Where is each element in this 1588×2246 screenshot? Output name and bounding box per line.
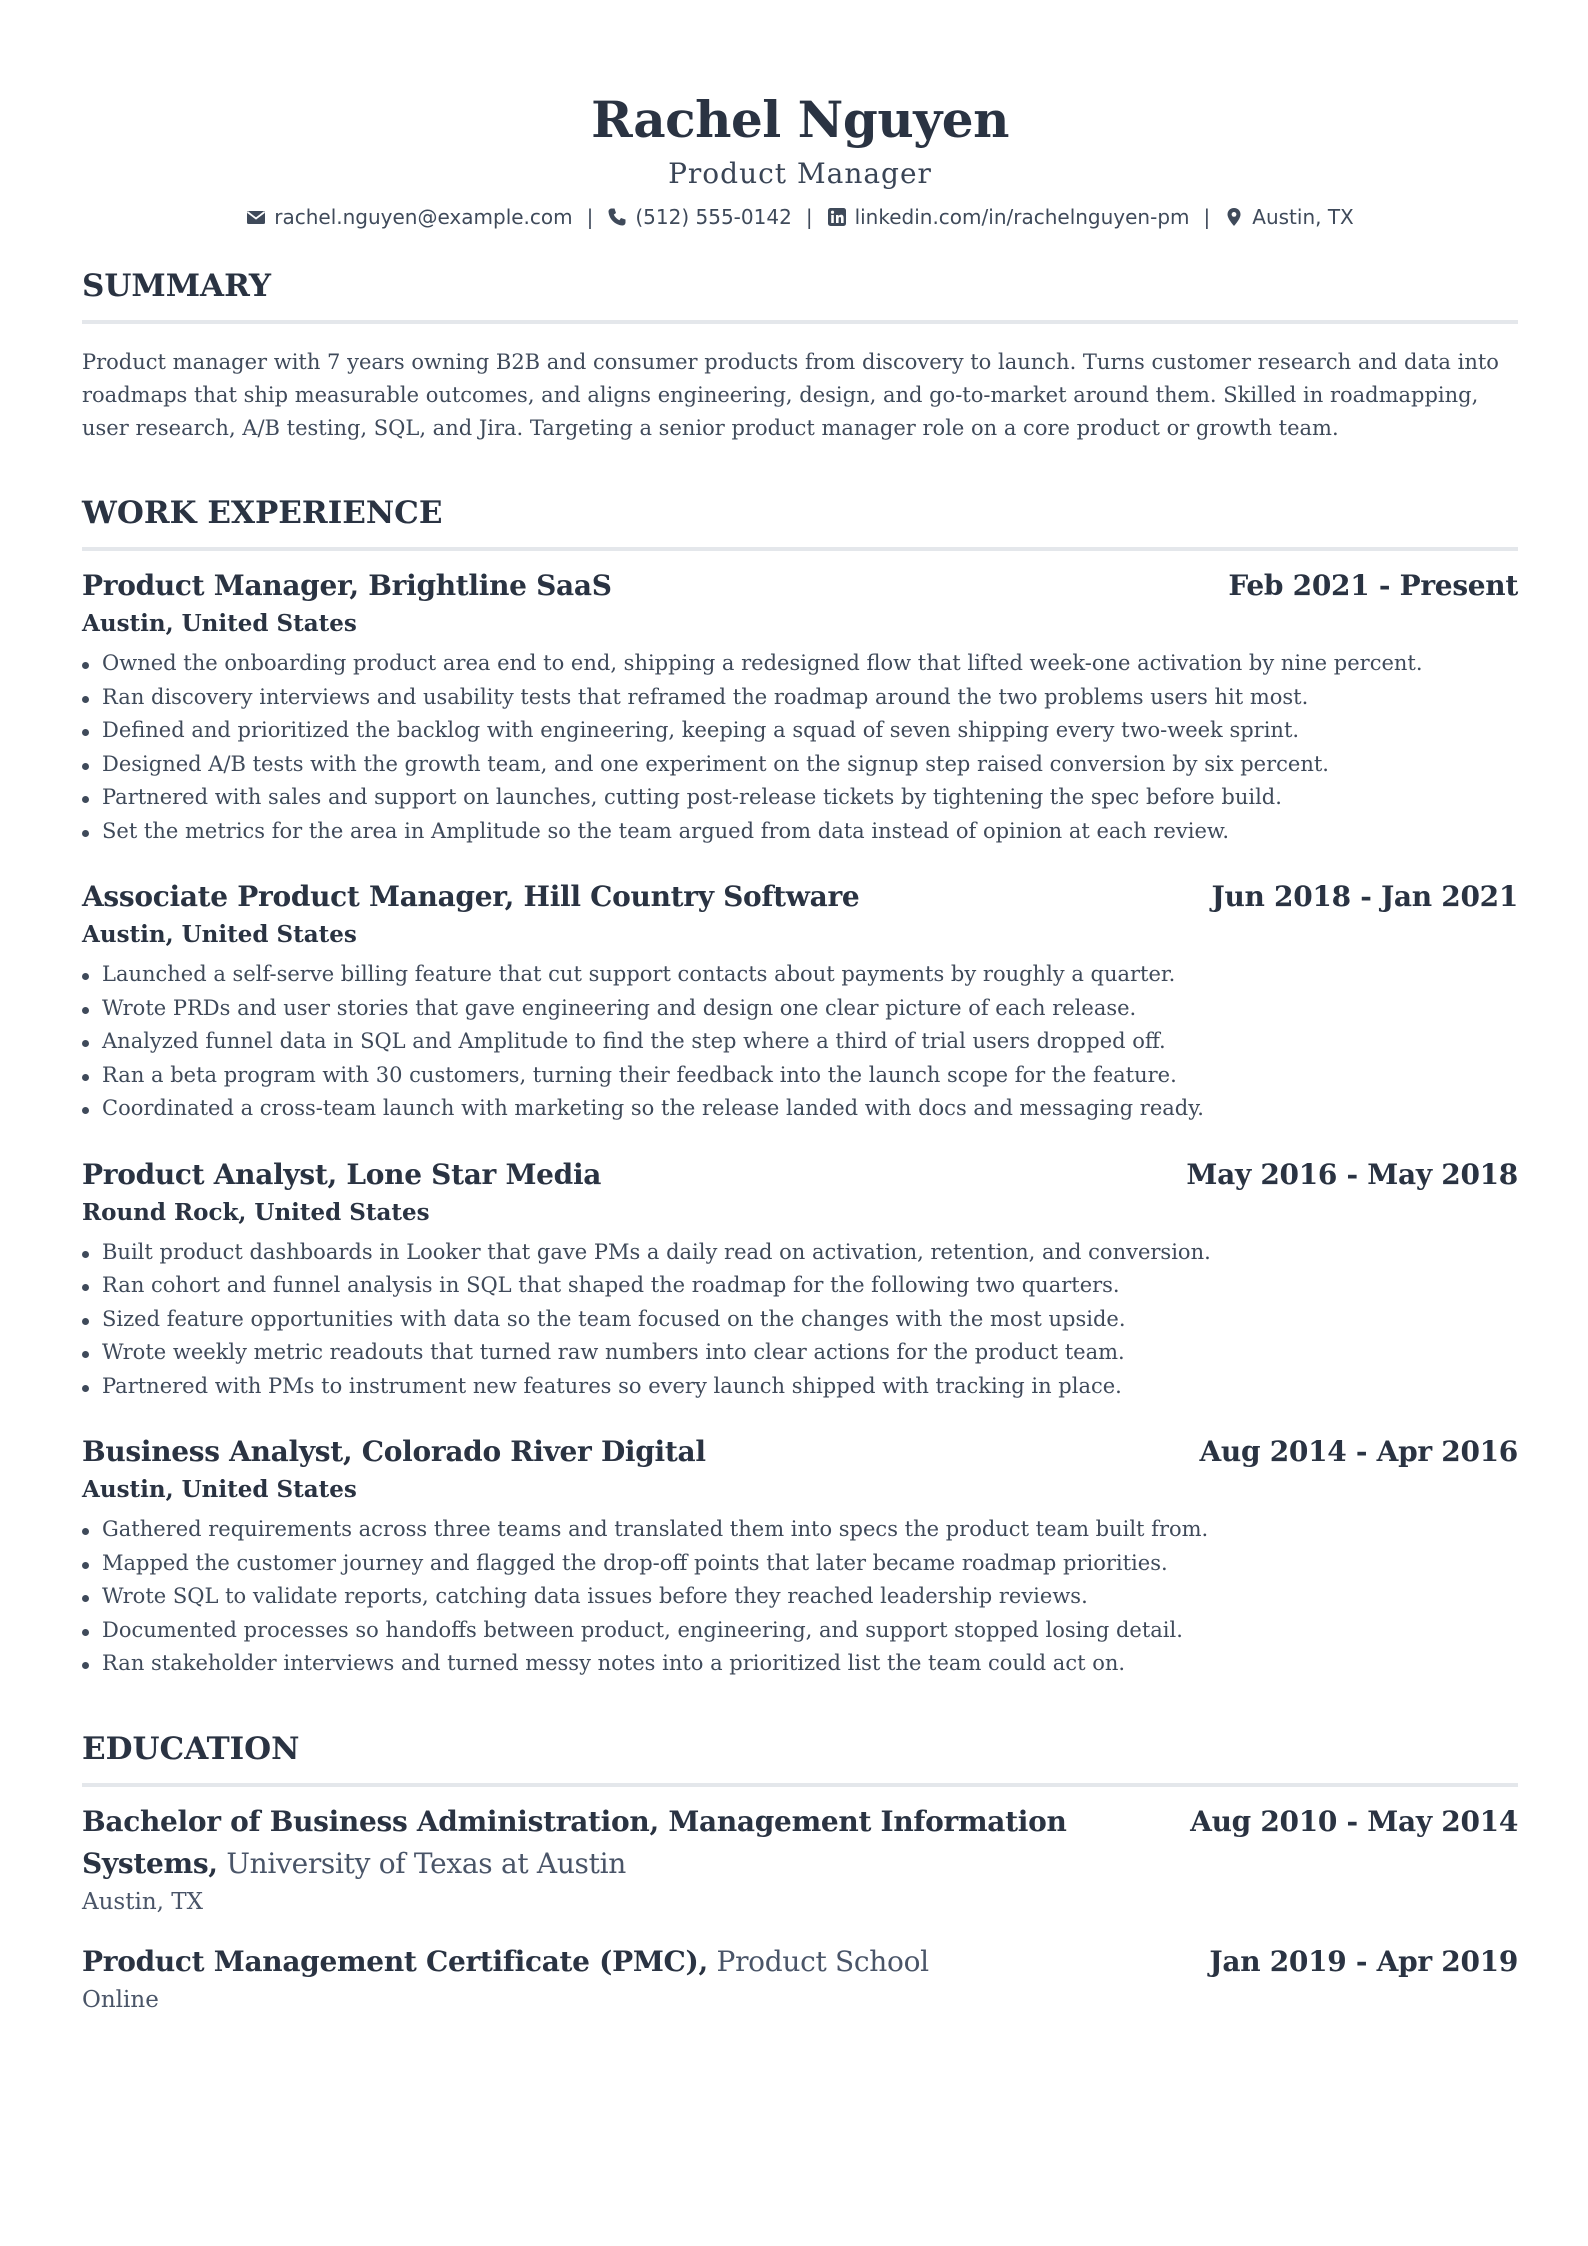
job-header bbox=[82, 878, 1518, 916]
section-title-summary: SUMMARY bbox=[82, 268, 272, 304]
job-bullet: Analyzed funnel data in SQL and Amplitude to find the step where a third of trial users dropped off. bbox=[82, 1025, 1518, 1059]
job-bullet: Launched a self-serve billing feature that cut support contacts about payments by roughly a quarter. bbox=[82, 958, 1518, 992]
job-entry bbox=[82, 1433, 1518, 1681]
linkedin-icon bbox=[827, 207, 847, 227]
job-dates: Feb 2021 - Present bbox=[1228, 569, 1518, 602]
map-pin-icon bbox=[1224, 207, 1244, 227]
job-title: Associate Product Manager, Hill Country Software bbox=[82, 880, 860, 913]
candidate-name: Rachel Nguyen bbox=[591, 90, 1009, 149]
job-bullet: Partnered with sales and support on launches, cutting post-release tickets by tightening the spec before build. bbox=[82, 781, 1518, 815]
job-bullet: Coordinated a cross-team launch with marketing so the release landed with docs and messaging ready. bbox=[82, 1092, 1518, 1126]
education-header bbox=[82, 1941, 1518, 1983]
contact-line bbox=[82, 202, 1518, 232]
section-divider bbox=[82, 1783, 1518, 1787]
job-bullet: Defined and prioritized the backlog with engineering, keeping a squad of seven shipping every two-week sprint. bbox=[82, 714, 1518, 748]
job-bullet: Ran a beta program with 30 customers, turning their feedback into the launch scope for the feature. bbox=[82, 1059, 1518, 1093]
job-bullet: Mapped the customer journey and flagged the drop-off points that later became roadmap priorities. bbox=[82, 1547, 1518, 1581]
job-dates: Aug 2014 - Apr 2016 bbox=[1199, 1435, 1518, 1468]
job-bullet: Wrote weekly metric readouts that turned raw numbers into clear actions for the product team. bbox=[82, 1336, 1518, 1370]
institution-name: University of Texas at Austin bbox=[226, 1846, 626, 1880]
job-bullet: Owned the onboarding product area end to end, shipping a redesigned flow that lifted week-one activation by nine percent. bbox=[82, 647, 1518, 681]
education-entry bbox=[82, 1801, 1518, 1919]
work-experience-section bbox=[82, 493, 1518, 1681]
job-header bbox=[82, 1433, 1518, 1471]
education-title bbox=[82, 1801, 1190, 1885]
job-bullets bbox=[82, 958, 1518, 1126]
job-location: Austin, United States bbox=[82, 1476, 357, 1503]
resume-header bbox=[82, 0, 1518, 232]
education-header bbox=[82, 1801, 1518, 1885]
phone-icon bbox=[607, 207, 627, 227]
job-bullets bbox=[82, 647, 1518, 848]
job-title: Business Analyst, Colorado River Digital bbox=[82, 1435, 706, 1468]
job-bullet: Gathered requirements across three teams and translated them into specs the product team built from. bbox=[82, 1513, 1518, 1547]
institution-name: Product School bbox=[716, 1944, 929, 1978]
separator: | bbox=[1203, 205, 1211, 229]
job-bullet: Ran stakeholder interviews and turned messy notes into a prioritized list the team could act on. bbox=[82, 1647, 1518, 1681]
job-dates: Jun 2018 - Jan 2021 bbox=[1211, 880, 1518, 913]
job-bullet: Ran cohort and funnel analysis in SQL that shaped the roadmap for the following two quarters. bbox=[82, 1269, 1518, 1303]
summary-section bbox=[82, 266, 1518, 445]
candidate-role: Product Manager bbox=[668, 157, 932, 190]
education-section bbox=[82, 1729, 1518, 2017]
job-bullet: Built product dashboards in Looker that gave PMs a daily read on activation, retention, and conversion. bbox=[82, 1236, 1518, 1270]
section-divider bbox=[82, 320, 1518, 324]
education-location: Online bbox=[82, 1986, 159, 2013]
job-title: Product Manager, Brightline SaaS bbox=[82, 569, 612, 602]
job-bullet: Designed A/B tests with the growth team, and one experiment on the signup step raised conversion by six percent. bbox=[82, 748, 1518, 782]
job-bullets bbox=[82, 1236, 1518, 1404]
contact-linkedin[interactable] bbox=[827, 202, 1190, 232]
job-bullet: Set the metrics for the area in Amplitude so the team argued from data instead of opinion at each review. bbox=[82, 815, 1518, 849]
education-entry bbox=[82, 1941, 1518, 2017]
education-title bbox=[82, 1941, 929, 1983]
job-location: Austin, United States bbox=[82, 610, 357, 637]
section-divider bbox=[82, 547, 1518, 551]
linkedin-text: linkedin.com/in/rachelnguyen-pm bbox=[854, 205, 1190, 229]
email-text: rachel.nguyen@example.com bbox=[274, 205, 573, 229]
job-entry bbox=[82, 567, 1518, 848]
education-dates: Aug 2010 - May 2014 bbox=[1190, 1804, 1518, 1838]
job-dates: May 2016 - May 2018 bbox=[1186, 1157, 1518, 1191]
job-bullet: Wrote PRDs and user stories that gave engineering and design one clear picture of each release. bbox=[82, 992, 1518, 1026]
job-title: Product Analyst, Lone Star Media bbox=[82, 1157, 602, 1191]
degree-name: Product Management Certificate (PMC), bbox=[82, 1944, 708, 1978]
job-entry bbox=[82, 878, 1518, 1126]
job-bullet: Partnered with PMs to instrument new features so every launch shipped with tracking in place. bbox=[82, 1370, 1518, 1404]
job-header bbox=[82, 567, 1518, 605]
job-entry bbox=[82, 1156, 1518, 1404]
education-location: Austin, TX bbox=[82, 1888, 203, 1915]
separator: | bbox=[586, 205, 594, 229]
job-bullet: Documented processes so handoffs between product, engineering, and support stopped losing detail. bbox=[82, 1614, 1518, 1648]
job-bullets bbox=[82, 1513, 1518, 1681]
summary-text: Product manager with 7 years owning B2B and consumer products from discovery to launch. Turns customer research and data into roadmaps that ship measurable outcomes, and aligns engineering, design, and go-to-market around them. Skilled in roadmapping, user research, A/B testing, SQL, and Jira. Targeting a senior product manager role on a core product or growth team. bbox=[82, 350, 1499, 440]
separator: | bbox=[805, 205, 813, 229]
job-bullet: Sized feature opportunities with data so the team focused on the changes with the most upside. bbox=[82, 1303, 1518, 1337]
contact-location bbox=[1224, 202, 1353, 232]
job-location: Round Rock, United States bbox=[82, 1198, 430, 1226]
job-location: Austin, United States bbox=[82, 921, 357, 948]
education-dates: Jan 2019 - Apr 2019 bbox=[1209, 1944, 1518, 1978]
job-bullet: Ran discovery interviews and usability tests that reframed the roadmap around the two problems users hit most. bbox=[82, 681, 1518, 715]
degree-name: Bachelor of Business Administration, Management Information Systems, bbox=[82, 1804, 1067, 1880]
section-title-work: WORK EXPERIENCE bbox=[82, 495, 443, 531]
contact-phone[interactable] bbox=[607, 202, 791, 232]
section-title-education: EDUCATION bbox=[82, 1730, 300, 1767]
phone-text: (512) 555-0142 bbox=[635, 205, 792, 229]
job-bullet: Wrote SQL to validate reports, catching data issues before they reached leadership reviews. bbox=[82, 1580, 1518, 1614]
contact-email[interactable] bbox=[246, 202, 572, 232]
location-text: Austin, TX bbox=[1252, 205, 1354, 229]
job-header bbox=[82, 1156, 1518, 1194]
envelope-icon bbox=[246, 207, 266, 227]
